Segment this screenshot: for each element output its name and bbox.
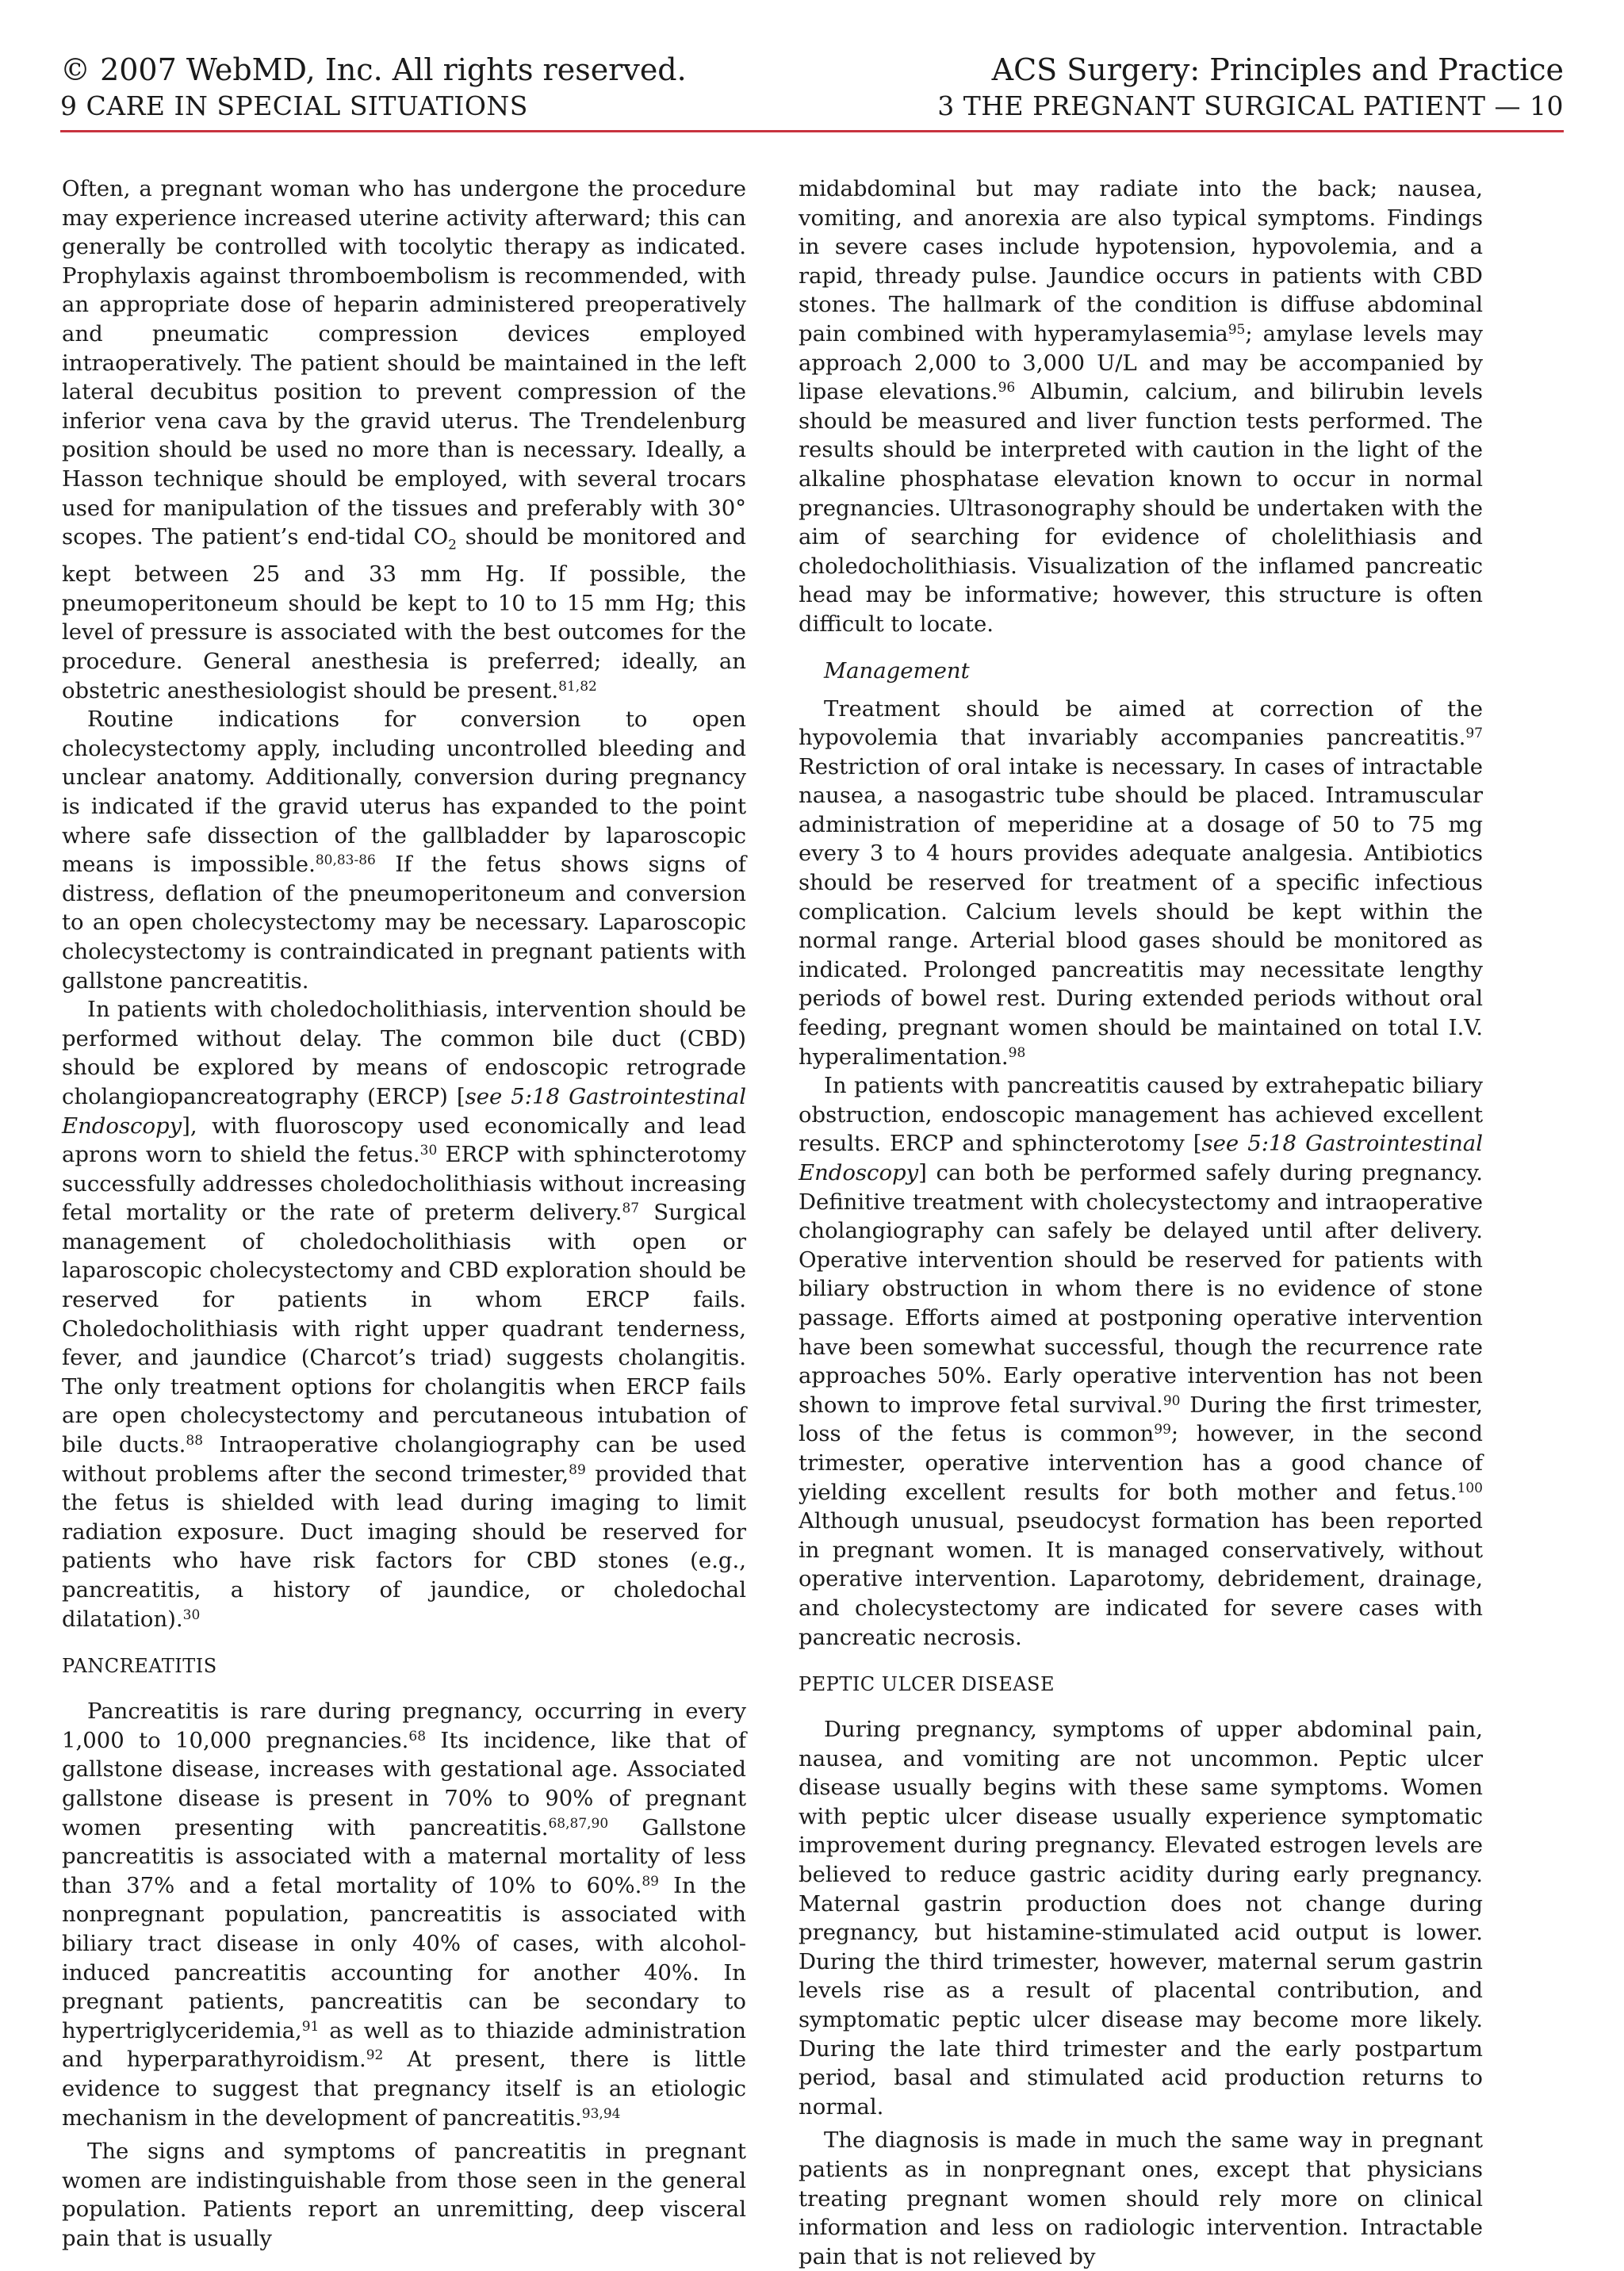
subsection-heading: Management <box>824 657 970 684</box>
book-title: ACS Surgery: Principles and Practice <box>991 52 1564 87</box>
paragraph: midabdominal but may radiate into the back; nausea, vomiting, and anorexia are also typical symptoms. Findings in severe cases include hypotension, hypovolemia, and a rapid, thready pulse. Jaundice occurs in patients with CBD stones. The hallmark of the condition is diffuse abdominal pain combined with hyperamylasemia$^{95}$; amylase levels may approach 2,000 to 3,000 U/L and may be accompanied by lipase elevations.$^{96}$ Albumin, calcium, and bilirubin levels should be measured and liver function tests performed. The results should be interpreted with caution in the light of the alkaline phosphatase elevation known to occur in normal pregnancies. Ultrasonography should be undertaken with the aim of searching for evidence of cholelithiasis and choledocholithiasis. Visualization of the inflamed pancreatic head may be informative; however, this structure is often difficult to locate. <box>799 176 1483 637</box>
citation: 30 <box>182 1607 201 1623</box>
citation: 93,94 <box>581 2105 621 2122</box>
cross-reference[interactable]: see 5:18 Gastrointestinal Endoscopy <box>62 1083 746 1139</box>
paragraph: Often, a pregnant woman who has undergone the procedure may experience increased uterine activity afterward; this can generally be controlled with tocolytic therapy as indicated. Prophylaxis against thromboembolism is recommended, with an appropriate dose of heparin administered preoperatively and pneumatic compression devices employed intraoperatively. The patient should be maintained in the left lateral decubitus position to prevent compression of the inferior vena cava by the gravid uterus. The Trendelenburg position should be used no more than is necessary. Ideally, a Hasson technique should be employed, with several trocars used for manipulation of the tissues and preferably with 30° scopes. The patient’s end-tidal $CO_2$ should be monitored and kept between 25 and 33 mm Hg. If possible, the pneumoperitoneum should be kept to 10 to 15 mm Hg; this level of pressure is associated with the best outcomes for the procedure. General anesthesia is preferred; ideally, an obstetric anesthesiologist should be present.$^{81,82}$ <box>62 176 746 703</box>
section-title: 9 CARE IN SPECIAL SITUATIONS <box>60 90 528 121</box>
citation: 68 <box>408 1728 427 1744</box>
page-header <box>60 52 1564 132</box>
left-column <box>62 174 746 2253</box>
header-rule <box>60 130 1564 132</box>
paragraph: Treatment should be aimed at correction of the hypovolemia that invariably accompanies pancreatitis.$^{97}$ Restriction of oral intake is necessary. In cases of intractable nausea, a nasogastric tube should be placed. Intramuscular administration of meperidine at a dosage of 50 to 75 mg every 3 to 4 hours provides adequate analgesia. Antibiotics should be reserved for treatment of a specific infectious complication. Calcium levels should be kept within the normal range. Arterial blood gases should be monitored as indicated. Prolonged pancreatitis may necessitate lengthy periods of bowel rest. During extended periods without oral feeding, pregnant women should be maintained on total I.V. hyperalimentation.$^{98}$ <box>799 695 1483 1070</box>
paragraph: Pancreatitis is rare during pregnancy, occurring in every 1,000 to 10,000 pregnancies.$^{68}$ Its incidence, like that of gallstone disease, increases with gestational age. Associated gallstone disease is present in 70% to 90% of pregnant women presenting with pancreatitis.$^{68,87,90}$ Gallstone pancreatitis is associated with a maternal mortality of less than 37% and a fetal mortality of 10% to 60%.$^{89}$ In the nonpregnant population, pancreatitis is associated with biliary tract disease in only 40% of cases, with alcohol-induced pancreatitis accounting for another 40%. In pregnant patients, pancreatitis can be secondary to hypertriglyceridemia,$^{91}$ as well as to thiazide administration and hyperparathyroidism.$^{92}$ At present, there is little evidence to suggest that pregnancy itself is an etiologic mechanism in the development of pancreatitis.$^{93,94}$ <box>62 1698 746 2131</box>
citation: 96 <box>998 380 1016 396</box>
section-heading: PEPTIC ULCER DISEASE <box>799 1673 1055 1696</box>
citation: 68,87,90 <box>548 1815 609 1832</box>
paragraph: The diagnosis is made in much the same way in pregnant patients as in nonpregnant ones, except that physicians treating pregnant women should rely more on clinical information and less on radiologic intervention. Intractable pain that is not relieved by <box>799 2127 1483 2269</box>
citation: 80,83-86 <box>315 852 376 869</box>
paragraph: Routine indications for conversion to open cholecystectomy apply, including uncontrolled bleeding and unclear anatomy. Additionally, conversion during pregnancy is indicated if the gravid uterus has expanded to the point where safe dissection of the gallbladder by laparoscopic means is impossible.$^{80,83-86}$ If the fetus shows signs of distress, deflation of the pneumoperitoneum and conversion to an open cholecystectomy may be necessary. Laparoscopic cholecystectomy is contraindicated in pregnant patients with gallstone pancreatitis. <box>62 707 746 994</box>
citation: 99 <box>1154 1422 1171 1438</box>
paragraph: During pregnancy, symptoms of upper abdominal pain, nausea, and vomiting are not uncommon. Peptic ulcer disease usually begins with these same symptoms. Women with peptic ulcer disease usually experience symptomatic improvement during pregnancy. Elevated estrogen levels are believed to reduce gastric acidity during early pregnancy. Maternal gastrin production does not change during pregnancy, but histamine-stimulated acid output is lower. During the third trimester, however, maternal serum gastrin levels rise as a result of placental contribution, and symptomatic peptic ulcer disease may become more likely. During the late third trimester and the early postpartum period, basal and stimulated acid production returns to normal. <box>799 1717 1483 2120</box>
citation: 89 <box>642 1873 659 1890</box>
citation: 87 <box>622 1201 640 1217</box>
paragraph: In patients with pancreatitis caused by extrahepatic biliary obstruction, endoscopic management has achieved excellent results. ERCP and sphincterotomy [see 5:18 Gastrointestinal Endoscopy] can both be performed safely during pregnancy. Definitive treatment with cholecystectomy and intraoperative cholangiography can safely be delayed until after delivery. Operative intervention should be reserved for patients with biliary obstruction in whom there is no evidence of stone passage. Efforts aimed at postponing operative intervention have been somewhat successful, though the recurrence rate approaches 50%. Early operative intervention has not been shown to improve fetal survival.$^{90}$ During the first trimester, loss of the fetus is common$^{99}$; however, in the second trimester, operative intervention has a good chance of yielding excellent results for both mother and fetus.$^{100}$ Although unusual, pseudocyst formation has been reported in pregnant women. It is managed conservatively, without operative intervention. Laparotomy, debridement, drainage, and cholecystectomy are indicated for severe cases with pancreatic necrosis. <box>799 1073 1483 1650</box>
paragraph: The signs and symptoms of pancreatitis in pregnant women are indistinguishable from those seen in the general population. Patients report an unremitting, deep visceral pain that is usually <box>62 2139 746 2251</box>
citation: 89 <box>569 1461 586 1478</box>
citation: 88 <box>186 1433 204 1450</box>
citation: 90 <box>1162 1392 1181 1409</box>
right-column <box>799 174 1483 2271</box>
citation: 81,82 <box>558 678 597 695</box>
citation: 95 <box>1228 321 1246 338</box>
citation: 97 <box>1465 726 1483 742</box>
citation: 100 <box>1457 1480 1483 1496</box>
section-heading: PANCREATITIS <box>62 1655 217 1678</box>
citation: 91 <box>301 2018 320 2035</box>
citation: 92 <box>366 2047 384 2064</box>
citation: 30 <box>419 1143 438 1159</box>
copyright-notice: © 2007 WebMD, Inc. All rights reserved. <box>60 52 687 87</box>
citation: 98 <box>1008 1044 1026 1061</box>
paragraph: In patients with choledocholithiasis, intervention should be performed without delay. The common bile duct (CBD) should be explored by means of endoscopic retrograde cholangiopancreatography (ERCP) [see 5:18 Gastrointestinal Endoscopy], with fluoroscopy used economically and lead aprons worn to shield the fetus.$^{30}$ ERCP with sphincterotomy successfully addresses choledocholithiasis without increasing fetal mortality or the rate of preterm delivery.$^{87}$ Surgical management of choledocholithiasis with open or laparoscopic cholecystectomy and CBD exploration should be reserved for patients in whom ERCP fails. Choledocholithiasis with right upper quadrant tenderness, fever, and jaundice (Charcot’s triad) suggests cholangitis. The only treatment options for cholangitis when ERCP fails are open cholecystectomy and percutaneous intubation of bile ducts.$^{88}$ Intraoperative cholangiography can be used without problems after the second trimester,$^{89}$ provided that the fetus is shielded with lead during imaging to limit radiation exposure. Duct imaging should be reserved for patients who have risk factors for CBD stones (e.g., pancreatitis, a history of jaundice, or choledochal dilatation).$^{30}$ <box>62 997 746 1632</box>
chapter-title: 3 THE PREGNANT SURGICAL PATIENT — 10 <box>937 90 1564 121</box>
cross-reference[interactable]: see 5:18 Gastrointestinal Endoscopy <box>799 1131 1483 1185</box>
